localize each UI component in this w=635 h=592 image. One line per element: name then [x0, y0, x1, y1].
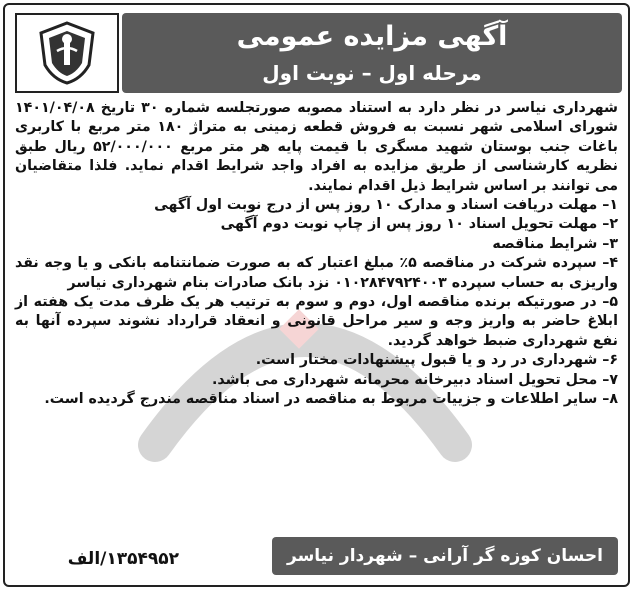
title-banner	[122, 13, 622, 93]
condition-item: ۵– در صورتیکه برنده مناقصه اول، دوم و سوم به ترتیب هر یک ظرف مدت یک هفته از ابلاغ حاضر به واریز وجه و سیر مراحل قانونی و انعقاد قرارداد نشوند سپرده آنها به نفع شهرداری ضبط خواهد گردید.	[15, 294, 618, 349]
notice-frame	[3, 3, 630, 587]
notice-body	[15, 99, 618, 519]
condition-item: ۸– سایر اطلاعات و جزییات مربوط به مناقصه در اسناد مناقصه مندرج گردیده است.	[44, 391, 618, 408]
notice-header	[11, 11, 622, 95]
condition-item: ۱– مهلت دریافت اسناد و مدارک ۱۰ روز پس از درج نوبت اول آگهی	[154, 197, 618, 214]
reference-number: ۱۳۵۴۹۵۲/الف	[67, 549, 179, 569]
municipality-seal-icon	[37, 21, 97, 85]
notice-subtitle: مرحله اول – نوبت اول	[262, 61, 482, 85]
condition-item: ۴– سپرده شرکت در مناقصه ۵٪ مبلغ اعتبار که به صورت ضمانتنامه بانکی و یا وجه نقد واریزی به حساب سپرده ۰۱۰۲۸۴۷۹۲۴۰۰۳ نزد بانک صادرات بنام شهرداری نیاسر	[15, 255, 618, 291]
notice-intro: شهرداری نیاسر در نظر دارد به استناد مصوبه صورتجلسه شماره ۳۰ تاریخ ۱۴۰۱/۰۴/۰۸ شورای اسلامی شهر نسبت به فروش قطعه زمینی به متراژ ۱۸۰ متر مربع با کاربری باغات جنب بوستان شهید مسگری با قیمت پایه هر متر مربع ۵۲/۰۰۰/۰۰۰ ریال طبق نظریه کارشناسی از طریق مزایده به افراد واجد شرایط اقدام نماید. فلذا متقاضیان می توانند بر اساس شرایط ذیل اقدام نمایند.	[15, 100, 618, 194]
notice-title: آگهی مزایده عمومی	[236, 21, 508, 52]
condition-item: ۳– شرایط مناقصه	[492, 235, 618, 252]
signature-banner: احسان کوزه گر آرانی – شهردار نیاسر	[272, 537, 618, 575]
condition-item: ۶– شهرداری در رد و یا قبول پیشنهادات مختار است.	[255, 352, 618, 369]
logo-frame	[15, 13, 119, 93]
condition-item: ۷– محل تحویل اسناد دبیرخانه محرمانه شهرداری می باشد.	[212, 371, 618, 388]
condition-item: ۲– مهلت تحویل اسناد ۱۰ روز پس از چاپ نوبت دوم آگهی	[220, 216, 618, 233]
